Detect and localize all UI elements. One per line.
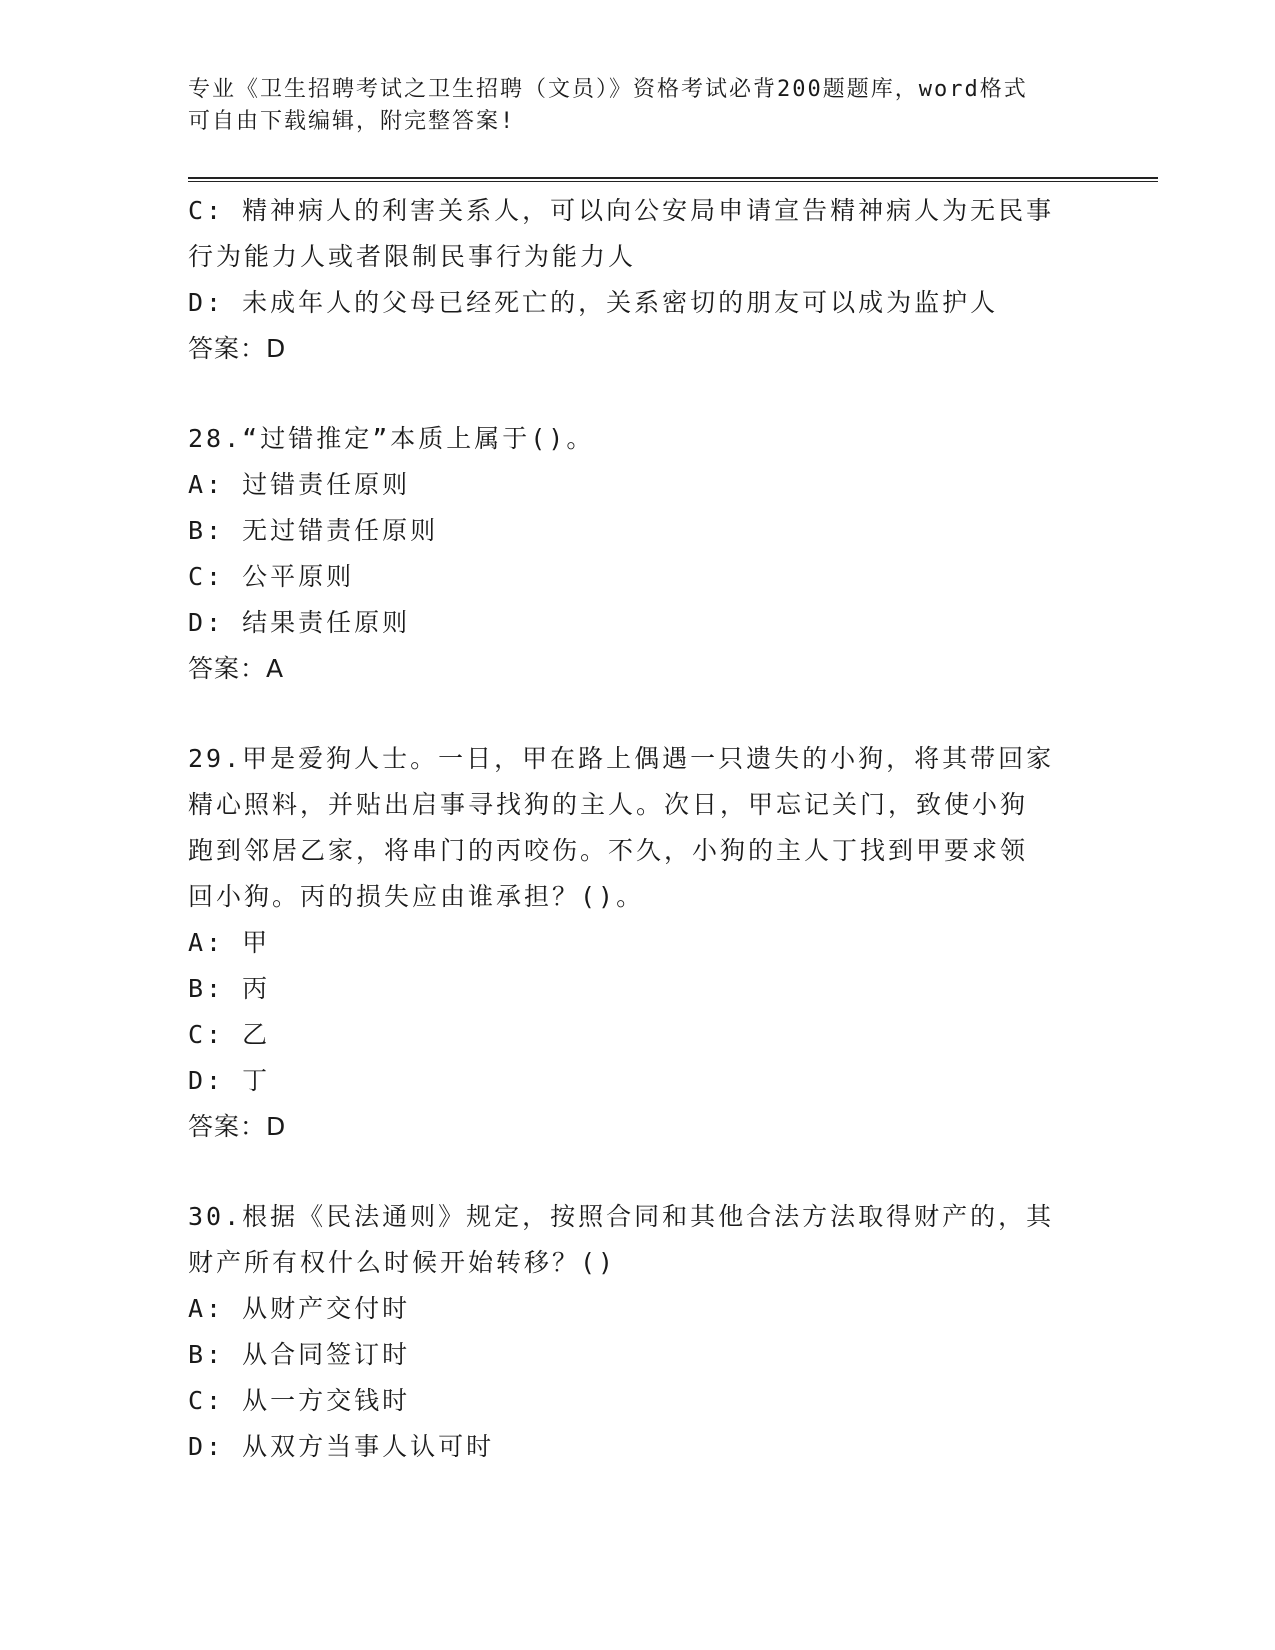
spacer	[188, 372, 1088, 416]
question-stem: 28.“过错推定”本质上属于()。	[188, 424, 595, 453]
option-c: C: 公平原则	[188, 562, 355, 591]
header-title-line-2: 可自由下载编辑，附完整答案!	[188, 109, 516, 134]
option-b: B: 无过错责任原则	[188, 516, 439, 545]
option-c: C: 从一方交钱时	[188, 1386, 411, 1415]
question-28	[188, 416, 1088, 692]
question-stem-line-1: 30.根据《民法通则》规定，按照合同和其他合法方法取得财产的，其	[188, 1202, 1055, 1231]
header-divider	[188, 177, 1158, 182]
option-a: A: 从财产交付时	[188, 1294, 411, 1323]
option-a: A: 甲	[188, 928, 271, 957]
answer-line: 答案：D	[188, 1112, 287, 1141]
question-stem-line-3: 跑到邻居乙家，将串门的丙咬伤。不久，小狗的主人丁找到甲要求领	[188, 836, 1029, 865]
option-c-line-2: 行为能力人或者限制民事行为能力人	[188, 242, 637, 271]
spacer	[188, 692, 1088, 736]
option-c-line-1: C: 精神病人的利害关系人，可以向公安局申请宣告精神病人为无民事	[188, 196, 1055, 225]
header-title-line-1: 专业《卫生招聘考试之卫生招聘（文员）》资格考试必背200题题库，word格式	[188, 77, 1028, 102]
previous-question	[188, 188, 1088, 372]
question-30	[188, 1194, 1088, 1470]
question-stem-line-1: 29.甲是爱狗人士。一日，甲在路上偶遇一只遗失的小狗，将其带回家	[188, 744, 1055, 773]
question-stem-line-2: 精心照料，并贴出启事寻找狗的主人。次日，甲忘记关门，致使小狗	[188, 790, 1029, 819]
question-stem-line-4: 回小狗。丙的损失应由谁承担？()。	[188, 882, 645, 911]
option-d: D: 结果责任原则	[188, 608, 411, 637]
answer-line: 答案：D	[188, 334, 287, 363]
answer-line: 答案：A	[188, 654, 285, 683]
question-29	[188, 736, 1088, 1150]
option-b: B: 从合同签订时	[188, 1340, 411, 1369]
option-a: A: 过错责任原则	[188, 470, 411, 499]
spacer	[188, 1150, 1088, 1194]
option-b: B: 丙	[188, 974, 271, 1003]
option-d: D: 未成年人的父母已经死亡的，关系密切的朋友可以成为监护人	[188, 288, 999, 317]
question-stem-line-2: 财产所有权什么时候开始转移？()	[188, 1248, 617, 1277]
option-d: D: 从双方当事人认可时	[188, 1432, 495, 1461]
document-header	[188, 74, 1088, 138]
document-body	[188, 188, 1088, 1470]
option-d: D: 丁	[188, 1066, 271, 1095]
option-c: C: 乙	[188, 1020, 271, 1049]
